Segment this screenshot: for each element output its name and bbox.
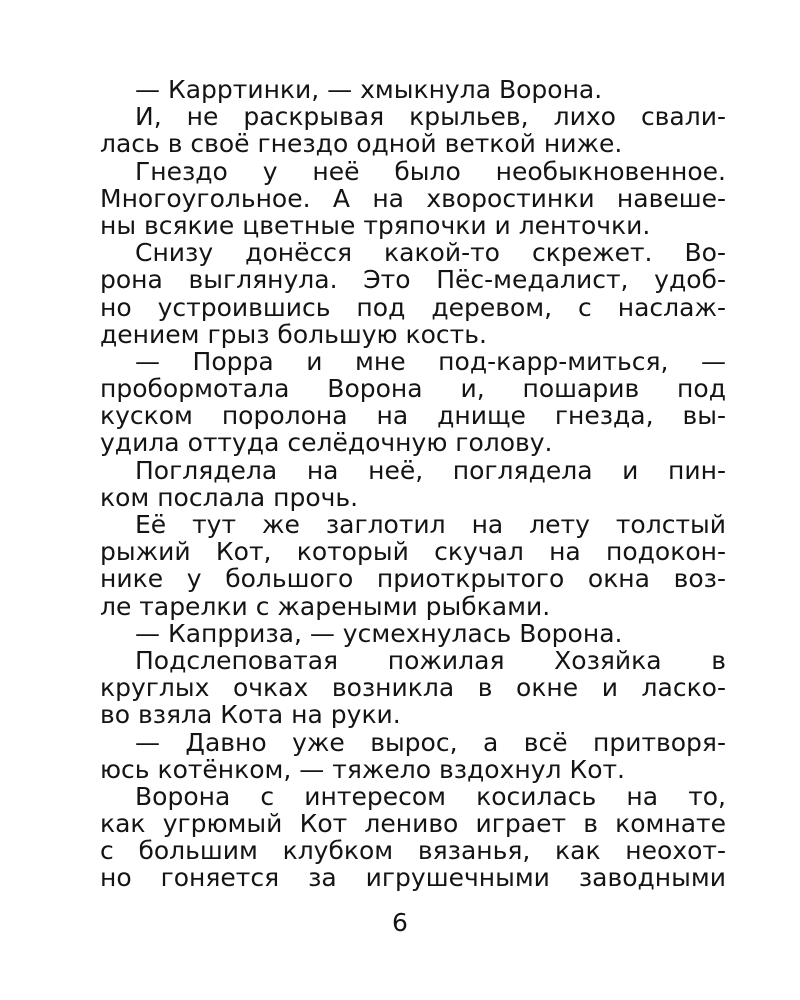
text-line: — Давно уже вырос, а всё притворя- (135, 727, 726, 757)
text-line: дением грыз большую кость. (100, 319, 487, 349)
text-line: Ворона с интересом косилась на то, (135, 781, 726, 811)
text-line: — Карртинки, — хмыкнула Ворона. (135, 75, 603, 104)
text-line: рона выглянула. Это Пёс-медалист, удоб- (100, 265, 726, 295)
text-line: юсь котёнком, — тяжело вздохнул Кот. (100, 754, 625, 784)
text-line: во взяла Кота на руки. (100, 700, 401, 730)
text-line: И, не раскрывая крыльев, лихо свали- (135, 102, 726, 132)
text-line: Её тут же заглотил на лету толстый (135, 510, 726, 539)
text-line: лась в своё гнездо одной веткой ниже. (100, 129, 623, 159)
text-line: Подслеповатая пожилая Хозяйка в (135, 645, 726, 675)
text-line: Поглядела на неё, поглядела и пин- (135, 455, 726, 485)
text-line: пробормотала Ворона и, пошарив под (100, 374, 726, 404)
text-line: ны всякие цветные тряпочки и ленточки. (100, 210, 651, 240)
text-line: но устроившись под деревом, с наслаж- (100, 292, 726, 322)
text-line: ком послала прочь. (100, 482, 359, 512)
page-number: 6 (392, 908, 408, 937)
text-line: — Капрриза, — усмехнулась Ворона. (135, 618, 623, 648)
text-line: но гоняется за игрушечными заводными (100, 863, 726, 893)
text-line: рыжий Кот, который скучал на подокон- (100, 537, 726, 567)
text-line: куском поролона на днище гнезда, вы- (100, 401, 726, 431)
text-line: — Порра и мне под-карр-миться, — (135, 346, 726, 376)
body-text (100, 76, 726, 892)
text-line: с большим клубком вязанья, как неохот- (100, 836, 726, 866)
text-line: круглых очках возникла в окне и ласко- (100, 673, 726, 703)
text-line: ле тарелки с жареными рыбками. (100, 591, 551, 621)
text-line: Снизу донёсся какой-то скрежет. Во- (135, 238, 726, 268)
text-line: Многоугольное. А на хворостинки навеше- (100, 183, 726, 213)
text-line: нике у большого приоткрытого окна воз- (100, 564, 726, 594)
text-line: как угрюмый Кот лениво играет в комнате (100, 809, 726, 839)
text-line: Гнездо у неё было необыкновенное. (135, 156, 726, 186)
text-line: удила оттуда селёдочную голову. (100, 428, 553, 458)
